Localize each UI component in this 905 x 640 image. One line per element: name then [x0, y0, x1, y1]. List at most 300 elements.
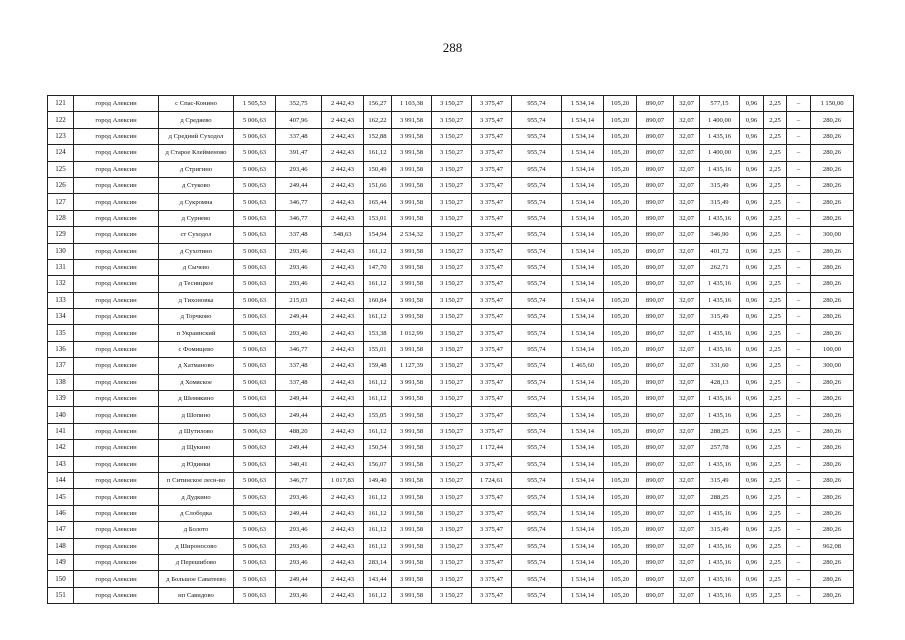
value-cell: 955,74 [512, 309, 562, 325]
value-cell: 3 150,27 [432, 440, 472, 456]
page-number: 288 [442, 40, 463, 55]
value-cell: 1 435,16 [700, 505, 740, 521]
value-cell: 890,07 [637, 554, 674, 570]
value-cell: 105,20 [604, 276, 637, 292]
value-cell: – [787, 407, 811, 423]
row-number-cell: 126 [48, 177, 74, 193]
value-cell: 1 435,16 [700, 292, 740, 308]
value-cell: 5 006,63 [234, 472, 276, 488]
value-cell: 955,74 [512, 505, 562, 521]
value-cell: 1 534,14 [562, 112, 604, 128]
table-row [48, 423, 854, 439]
value-cell: 249,44 [276, 407, 322, 423]
value-cell: 890,07 [637, 587, 674, 603]
value-cell: 1 435,16 [700, 210, 740, 226]
value-cell: 32,07 [674, 374, 700, 390]
municipality-cell: город Алексин [74, 571, 159, 587]
value-cell: 105,20 [604, 259, 637, 275]
value-cell: 2,25 [764, 96, 787, 112]
value-cell: – [787, 489, 811, 505]
row-number-cell: 148 [48, 538, 74, 554]
value-cell: 293,46 [276, 325, 322, 341]
value-cell: 32,07 [674, 177, 700, 193]
value-cell: 1 534,14 [562, 210, 604, 226]
row-number-cell: 137 [48, 358, 74, 374]
municipality-cell: город Алексин [74, 243, 159, 259]
value-cell: 32,07 [674, 194, 700, 210]
value-cell: 955,74 [512, 210, 562, 226]
value-cell: 3 991,58 [392, 112, 432, 128]
value-cell: 3 375,47 [472, 292, 512, 308]
municipality-cell: город Алексин [74, 309, 159, 325]
value-cell: 955,74 [512, 292, 562, 308]
value-cell: 0,96 [740, 128, 764, 144]
value-cell: 105,20 [604, 309, 637, 325]
value-cell: 346,77 [276, 194, 322, 210]
value-cell: 5 006,63 [234, 505, 276, 521]
value-cell: 3 150,27 [432, 309, 472, 325]
value-cell: 955,74 [512, 145, 562, 161]
value-cell: – [787, 145, 811, 161]
value-cell: 2,25 [764, 391, 787, 407]
value-cell: 1 534,14 [562, 571, 604, 587]
value-cell: 2 442,43 [322, 309, 364, 325]
value-cell: 3 991,58 [392, 391, 432, 407]
value-cell: 293,46 [276, 243, 322, 259]
value-cell: 1 534,14 [562, 276, 604, 292]
value-cell: 32,07 [674, 554, 700, 570]
value-cell: 1 534,14 [562, 145, 604, 161]
value-cell: 105,20 [604, 554, 637, 570]
value-cell: 5 006,63 [234, 522, 276, 538]
value-cell: 1 534,14 [562, 374, 604, 390]
value-cell: 293,46 [276, 554, 322, 570]
value-cell: 2 442,43 [322, 489, 364, 505]
value-cell: 2,25 [764, 407, 787, 423]
value-cell: 1 534,14 [562, 472, 604, 488]
value-cell: 5 006,63 [234, 358, 276, 374]
settlement-cell: д Сурнево [159, 210, 234, 226]
value-cell: – [787, 325, 811, 341]
value-cell: 3 991,58 [392, 489, 432, 505]
value-cell: 890,07 [637, 341, 674, 357]
value-cell: 3 150,27 [432, 259, 472, 275]
value-cell: 1 435,16 [700, 341, 740, 357]
value-cell: 288,25 [700, 489, 740, 505]
value-cell: 105,20 [604, 325, 637, 341]
value-cell: 160,84 [364, 292, 392, 308]
value-cell: 280,26 [811, 276, 854, 292]
row-number-cell: 121 [48, 96, 74, 112]
value-cell: – [787, 505, 811, 521]
settlement-cell: д Средний Суходол [159, 128, 234, 144]
value-cell: 0,96 [740, 554, 764, 570]
value-cell: 3 375,47 [472, 161, 512, 177]
value-cell: 2,25 [764, 276, 787, 292]
value-cell: 3 150,27 [432, 505, 472, 521]
value-cell: – [787, 276, 811, 292]
row-number-cell: 135 [48, 325, 74, 341]
value-cell: 1 534,14 [562, 243, 604, 259]
value-cell: – [787, 309, 811, 325]
value-cell: 3 375,47 [472, 374, 512, 390]
value-cell: 293,46 [276, 259, 322, 275]
value-cell: 955,74 [512, 407, 562, 423]
municipality-cell: город Алексин [74, 210, 159, 226]
value-cell: 0,96 [740, 407, 764, 423]
value-cell: 2 442,43 [322, 440, 364, 456]
row-number-cell: 129 [48, 227, 74, 243]
table-row [48, 391, 854, 407]
value-cell: 2,25 [764, 358, 787, 374]
value-cell: 3 150,27 [432, 243, 472, 259]
value-cell: 890,07 [637, 128, 674, 144]
value-cell: 280,26 [811, 243, 854, 259]
value-cell: 890,07 [637, 391, 674, 407]
value-cell: 1 534,14 [562, 522, 604, 538]
value-cell: 280,26 [811, 391, 854, 407]
value-cell: 105,20 [604, 571, 637, 587]
value-cell: 1 534,14 [562, 341, 604, 357]
value-cell: 32,07 [674, 358, 700, 374]
value-cell: 3 991,58 [392, 292, 432, 308]
table-row [48, 489, 854, 505]
value-cell: 3 991,58 [392, 505, 432, 521]
table-row [48, 259, 854, 275]
value-cell: 3 375,47 [472, 177, 512, 193]
value-cell: 32,07 [674, 227, 700, 243]
value-cell: 1 150,00 [811, 96, 854, 112]
value-cell: 1 534,14 [562, 505, 604, 521]
value-cell: – [787, 374, 811, 390]
value-cell: 5 006,63 [234, 243, 276, 259]
value-cell: 1 534,14 [562, 391, 604, 407]
value-cell: 3 375,47 [472, 145, 512, 161]
value-cell: 32,07 [674, 391, 700, 407]
value-cell: 955,74 [512, 358, 562, 374]
table-row [48, 194, 854, 210]
value-cell: 955,74 [512, 391, 562, 407]
value-cell: 249,44 [276, 505, 322, 521]
value-cell: 3 991,58 [392, 210, 432, 226]
value-cell: 1 534,14 [562, 587, 604, 603]
municipality-cell: город Алексин [74, 423, 159, 439]
settlement-cell: с Спас-Конино [159, 96, 234, 112]
value-cell: 890,07 [637, 456, 674, 472]
value-cell: 315,49 [700, 309, 740, 325]
value-cell: 890,07 [637, 145, 674, 161]
value-cell: 0,96 [740, 112, 764, 128]
value-cell: 159,48 [364, 358, 392, 374]
value-cell: 280,26 [811, 587, 854, 603]
value-cell: – [787, 472, 811, 488]
value-cell: 105,20 [604, 407, 637, 423]
value-cell: 0,96 [740, 522, 764, 538]
value-cell: – [787, 571, 811, 587]
value-cell: 346,77 [276, 341, 322, 357]
value-cell: 1 435,16 [700, 571, 740, 587]
value-cell: 3 991,58 [392, 538, 432, 554]
value-cell: 2,25 [764, 309, 787, 325]
value-cell: 105,20 [604, 423, 637, 439]
municipality-cell: город Алексин [74, 177, 159, 193]
row-number-cell: 141 [48, 423, 74, 439]
value-cell: 3 150,27 [432, 489, 472, 505]
value-cell: 407,96 [276, 112, 322, 128]
value-cell: 0,96 [740, 358, 764, 374]
settlement-cell: д Щукино [159, 440, 234, 456]
value-cell: – [787, 440, 811, 456]
value-cell: 955,74 [512, 472, 562, 488]
value-cell: 2 442,43 [322, 177, 364, 193]
value-cell: 2,25 [764, 145, 787, 161]
row-number-cell: 139 [48, 391, 74, 407]
value-cell: 280,26 [811, 374, 854, 390]
value-cell: 337,48 [276, 128, 322, 144]
value-cell: 161,12 [364, 522, 392, 538]
value-cell: 5 006,63 [234, 177, 276, 193]
settlement-cell: д Хатманово [159, 358, 234, 374]
value-cell: 5 006,63 [234, 489, 276, 505]
value-cell: 955,74 [512, 161, 562, 177]
value-cell: 346,77 [276, 210, 322, 226]
value-cell: 890,07 [637, 227, 674, 243]
value-cell: 155,05 [364, 407, 392, 423]
value-cell: – [787, 210, 811, 226]
value-cell: 3 150,27 [432, 325, 472, 341]
value-cell: 105,20 [604, 391, 637, 407]
value-cell: 890,07 [637, 276, 674, 292]
row-number-cell: 134 [48, 309, 74, 325]
value-cell: 3 375,47 [472, 210, 512, 226]
value-cell: 1 534,14 [562, 259, 604, 275]
value-cell: 2,25 [764, 472, 787, 488]
value-cell: 955,74 [512, 587, 562, 603]
value-cell: 280,26 [811, 489, 854, 505]
value-cell: 156,27 [364, 96, 392, 112]
value-cell: 890,07 [637, 96, 674, 112]
row-number-cell: 128 [48, 210, 74, 226]
value-cell: 156,07 [364, 456, 392, 472]
value-cell: 955,74 [512, 522, 562, 538]
table-row [48, 374, 854, 390]
value-cell: 2 442,43 [322, 194, 364, 210]
settlement-cell: п Украинский [159, 325, 234, 341]
value-cell: 249,44 [276, 571, 322, 587]
value-cell: 161,12 [364, 423, 392, 439]
value-cell: 280,26 [811, 571, 854, 587]
value-cell: 337,48 [276, 358, 322, 374]
value-cell: 3 991,58 [392, 472, 432, 488]
value-cell: 161,12 [364, 391, 392, 407]
value-cell: 300,00 [811, 227, 854, 243]
value-cell: 2,25 [764, 341, 787, 357]
value-cell: 1 534,14 [562, 96, 604, 112]
value-cell: 161,12 [364, 489, 392, 505]
value-cell: 331,60 [700, 358, 740, 374]
value-cell: 280,26 [811, 161, 854, 177]
value-cell: 3 375,47 [472, 538, 512, 554]
value-cell: 955,74 [512, 456, 562, 472]
value-cell: 890,07 [637, 472, 674, 488]
value-cell: 3 375,47 [472, 259, 512, 275]
settlement-cell: д Большое Саватеево [159, 571, 234, 587]
value-cell: 32,07 [674, 587, 700, 603]
value-cell: 293,46 [276, 587, 322, 603]
value-cell: 32,07 [674, 276, 700, 292]
value-cell: 105,20 [604, 177, 637, 193]
value-cell: 5 006,63 [234, 259, 276, 275]
value-cell: 1 465,60 [562, 358, 604, 374]
value-cell: 1 534,14 [562, 440, 604, 456]
value-cell: 2,25 [764, 554, 787, 570]
value-cell: 105,20 [604, 358, 637, 374]
value-cell: 105,20 [604, 243, 637, 259]
value-cell: 32,07 [674, 440, 700, 456]
value-cell: 3 150,27 [432, 374, 472, 390]
value-cell: 105,20 [604, 112, 637, 128]
value-cell: – [787, 128, 811, 144]
value-cell: 0,96 [740, 505, 764, 521]
value-cell: 3 150,27 [432, 276, 472, 292]
row-number-cell: 131 [48, 259, 74, 275]
value-cell: 32,07 [674, 128, 700, 144]
row-number-cell: 123 [48, 128, 74, 144]
value-cell: 3 375,47 [472, 587, 512, 603]
value-cell: 1 435,16 [700, 407, 740, 423]
value-cell: 315,49 [700, 472, 740, 488]
value-cell: 1 435,16 [700, 128, 740, 144]
value-cell: 1 435,16 [700, 538, 740, 554]
value-cell: 280,26 [811, 554, 854, 570]
value-cell: 2 442,43 [322, 96, 364, 112]
value-cell: 1 400,00 [700, 112, 740, 128]
value-cell: 955,74 [512, 538, 562, 554]
value-cell: 5 006,63 [234, 292, 276, 308]
value-cell: 100,00 [811, 341, 854, 357]
value-cell: 3 991,58 [392, 259, 432, 275]
value-cell: 152,88 [364, 128, 392, 144]
value-cell: 1 534,14 [562, 292, 604, 308]
row-number-cell: 147 [48, 522, 74, 538]
value-cell: 149,40 [364, 472, 392, 488]
value-cell: 3 150,27 [432, 227, 472, 243]
value-cell: 3 150,27 [432, 456, 472, 472]
value-cell: 955,74 [512, 194, 562, 210]
table-row [48, 210, 854, 226]
value-cell: 2,25 [764, 161, 787, 177]
value-cell: 161,12 [364, 276, 392, 292]
table-row [48, 407, 854, 423]
value-cell: 2 442,43 [322, 128, 364, 144]
settlement-cell: п Ситинское лесн-во [159, 472, 234, 488]
value-cell: 890,07 [637, 571, 674, 587]
value-cell: 280,26 [811, 177, 854, 193]
value-cell: 249,44 [276, 177, 322, 193]
value-cell: 3 375,47 [472, 554, 512, 570]
settlement-cell: д Слободка [159, 505, 234, 521]
value-cell: 3 375,47 [472, 243, 512, 259]
value-cell: 153,01 [364, 210, 392, 226]
value-cell: 3 375,47 [472, 358, 512, 374]
value-cell: 105,20 [604, 522, 637, 538]
table-row [48, 96, 854, 112]
value-cell: 3 150,27 [432, 571, 472, 587]
value-cell: 300,00 [811, 358, 854, 374]
value-cell: 2,25 [764, 571, 787, 587]
value-cell: 337,48 [276, 227, 322, 243]
value-cell: 1 127,39 [392, 358, 432, 374]
value-cell: 3 150,27 [432, 341, 472, 357]
value-cell: 2,25 [764, 489, 787, 505]
value-cell: 2 442,43 [322, 259, 364, 275]
value-cell: 105,20 [604, 194, 637, 210]
table-row [48, 358, 854, 374]
value-cell: 3 150,27 [432, 391, 472, 407]
settlement-cell: д Перешибово [159, 554, 234, 570]
settlement-cell: д Сукромна [159, 194, 234, 210]
value-cell: 890,07 [637, 505, 674, 521]
settlement-cell: д Юдинки [159, 456, 234, 472]
value-cell: 1 534,14 [562, 227, 604, 243]
row-number-cell: 133 [48, 292, 74, 308]
value-cell: 2,25 [764, 456, 787, 472]
value-cell: 32,07 [674, 145, 700, 161]
value-cell: 2,25 [764, 292, 787, 308]
value-cell: 2,25 [764, 210, 787, 226]
value-cell: 2 442,43 [322, 587, 364, 603]
value-cell: 2,25 [764, 259, 787, 275]
municipality-cell: город Алексин [74, 538, 159, 554]
value-cell: 0,95 [740, 587, 764, 603]
value-cell: 280,26 [811, 259, 854, 275]
settlement-cell: д Торчково [159, 309, 234, 325]
value-cell: 32,07 [674, 325, 700, 341]
row-number-cell: 151 [48, 587, 74, 603]
row-number-cell: 127 [48, 194, 74, 210]
value-cell: – [787, 538, 811, 554]
row-number-cell: 144 [48, 472, 74, 488]
value-cell: 3 375,47 [472, 112, 512, 128]
value-cell: 3 991,58 [392, 309, 432, 325]
table-row [48, 538, 854, 554]
value-cell: 0,96 [740, 423, 764, 439]
table-row [48, 522, 854, 538]
value-cell: 150,54 [364, 440, 392, 456]
value-cell: 3 150,27 [432, 407, 472, 423]
value-cell: 105,20 [604, 161, 637, 177]
value-cell: – [787, 391, 811, 407]
settlement-cell: д Старое Клейменово [159, 145, 234, 161]
value-cell: 2 442,43 [322, 341, 364, 357]
value-cell: 2,25 [764, 587, 787, 603]
municipality-cell: город Алексин [74, 489, 159, 505]
value-cell: 337,48 [276, 374, 322, 390]
value-cell: 5 006,63 [234, 194, 276, 210]
value-cell: 153,38 [364, 325, 392, 341]
municipality-cell: город Алексин [74, 472, 159, 488]
value-cell: 1 017,83 [322, 472, 364, 488]
value-cell: 5 006,63 [234, 309, 276, 325]
value-cell: 105,20 [604, 489, 637, 505]
table-row [48, 227, 854, 243]
value-cell: 890,07 [637, 407, 674, 423]
value-cell: 3 991,58 [392, 456, 432, 472]
value-cell: 0,96 [740, 276, 764, 292]
value-cell: 32,07 [674, 456, 700, 472]
value-cell: 890,07 [637, 112, 674, 128]
value-cell: 890,07 [637, 522, 674, 538]
